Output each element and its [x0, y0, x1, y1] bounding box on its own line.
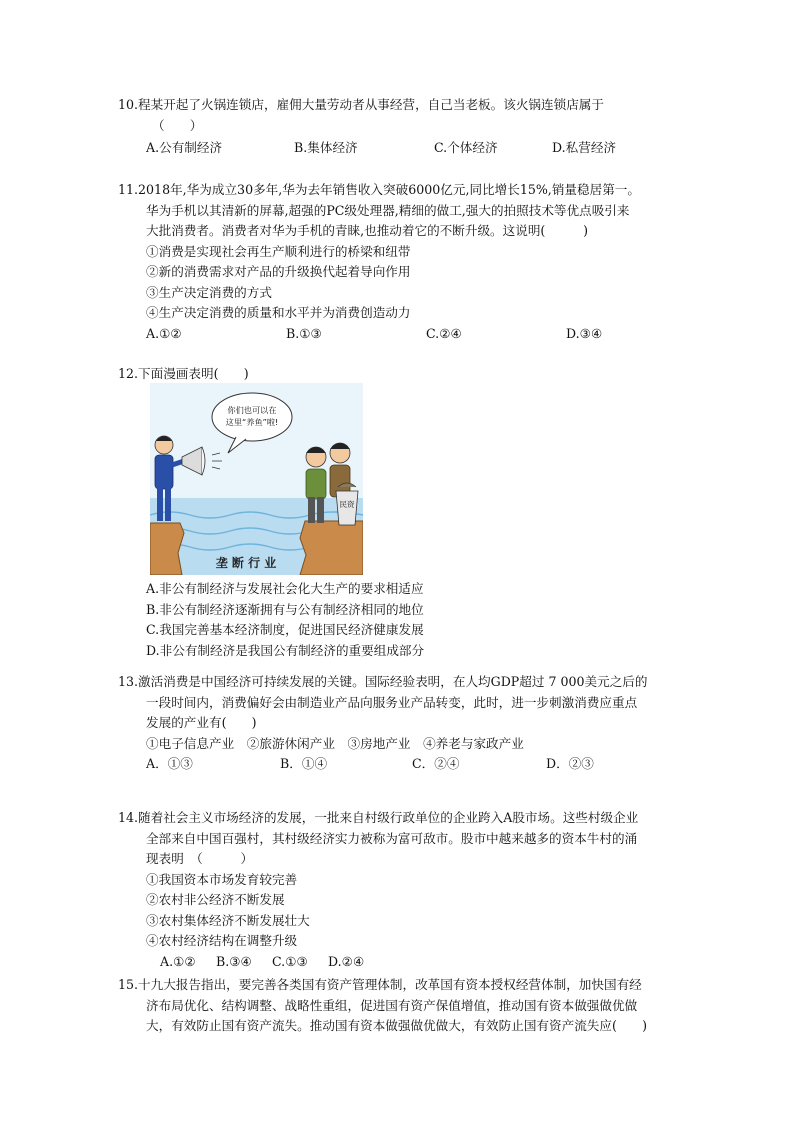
question-10-options [118, 138, 698, 159]
option-b[interactable]: B．①④ [280, 756, 328, 771]
question-11-stem-line: 11.2018年,华为成立30多年,华为去年销售收入突破6000亿元,同比增长15%,销量稳居第一。 [118, 182, 640, 197]
question-11-options [118, 324, 698, 345]
question-12 [118, 364, 698, 385]
question-14-stem-line: 14.随着社会主义市场经济的发展，一批来自村级行政单位的企业跨入A股市场。这些村级企业 [118, 810, 639, 825]
question-14-stem-line: 全部来自中国百强村，其村级经济实力被称为富可敌市。股市中越来越多的资本牛村的涌 [146, 830, 638, 846]
option-c[interactable]: C.②④ [426, 325, 462, 341]
cartoon-image [150, 383, 363, 575]
option-d[interactable]: D.②④ [328, 953, 365, 969]
question-10-stem: 10.程某开起了火锅连锁店，雇佣大量劳动者从事经营，自己当老板。该火锅连锁店属于 [118, 97, 604, 112]
question-15-stem-line: 济布局优化、结构调整、战略性重组，促进国有资产保值增值，推动国有资本做强做优做 [146, 997, 638, 1013]
bucket-label: 民资 [339, 500, 355, 509]
question-11-stem-line: 大批消费者。消费者对华为手机的青睐,也推动着它的不断升级。这说明( ) [146, 223, 589, 238]
question-12-stem: 12.下面漫画表明( ) [118, 366, 249, 381]
statement-4: ④农村经济结构在调整升级 [146, 933, 298, 948]
option-d[interactable]: D．②③ [546, 756, 594, 771]
statement-3: ③农村集体经济不断发展壮大 [146, 912, 310, 928]
question-13-options [118, 754, 698, 775]
option-c[interactable]: C.个体经济 [434, 140, 498, 155]
question-15 [118, 975, 698, 1037]
option-c[interactable]: C．②④ [412, 756, 460, 771]
question-13 [118, 672, 698, 775]
question-15-stem-line: 大，有效防止国有资产流失。推动国有资本做强做优做大，有效防止国有资产流失应( ) [146, 1018, 647, 1033]
statement-1: ①消费是实现社会再生产顺利进行的桥梁和纽带 [146, 243, 411, 259]
option-a[interactable]: A.①② [160, 953, 196, 969]
question-14 [118, 808, 698, 973]
statement-1: ①我国资本市场发育较完善 [146, 871, 298, 887]
water-label: 垄 断 行 业 [215, 556, 277, 570]
statement-3: ③生产决定消费的方式 [146, 284, 272, 300]
option-c[interactable]: C.我国完善基本经济制度，促进国民经济健康发展 [146, 622, 424, 637]
option-a[interactable]: A.①② [146, 325, 182, 341]
question-10 [118, 95, 698, 159]
option-a[interactable]: A．①③ [146, 756, 193, 771]
option-b[interactable]: B.①③ [286, 325, 322, 341]
question-12-options [118, 579, 698, 661]
question-13-stem-line: 13.激活消费是中国经济可持续发展的关键。国际经验表明，在人均GDP超过 7 000美元之后的 [118, 674, 648, 689]
question-13-stem-line: 一段时间内，消费偏好会由制造业产品向服务业产品转变，此时，进一步刺激消费应重点 [146, 694, 638, 710]
question-11 [118, 180, 698, 345]
right-cliff [300, 521, 363, 575]
option-d[interactable]: D.③④ [566, 325, 603, 341]
option-d[interactable]: D.私营经济 [552, 140, 617, 155]
question-14-stem-line: 现表明 （ ） [146, 851, 254, 866]
question-13-stem-line: 发展的产业有( ) [146, 715, 257, 730]
statement-4: ④生产决定消费的质量和水平并为消费创造动力 [146, 305, 411, 320]
option-b[interactable]: B.③④ [216, 953, 252, 969]
statement-2: ②农村非公经济不断发展 [146, 892, 285, 907]
statement-2: ②新的消费需求对产品的升级换代起着导向作用 [146, 264, 411, 279]
bubble-text-line1: 你们也可以在 [227, 405, 277, 415]
option-b[interactable]: B.集体经济 [294, 140, 358, 155]
option-a[interactable]: A.公有制经济 [146, 140, 223, 155]
question-10-paren: （ ） [152, 117, 203, 133]
option-a[interactable]: A.非公有制经济与发展社会化大生产的要求相适应 [146, 581, 424, 596]
option-d[interactable]: D.非公有制经济是我国公有制经济的重要组成部分 [146, 642, 425, 658]
option-b[interactable]: B.非公有制经济逐渐拥有与公有制经济相同的地位 [146, 601, 424, 617]
question-11-stem-line: 华为手机以其清新的屏幕,超强的PC级处理器,精细的做工,强大的拍照技术等优点吸引来 [146, 202, 630, 218]
bubble-text-line2: 这里“养鱼”啦! [225, 417, 279, 427]
question-14-options [118, 952, 698, 973]
left-cliff [150, 523, 184, 575]
question-13-statements: ①电子信息产业 ②旅游休闲产业 ③房地产业 ④养老与家政产业 [146, 735, 524, 751]
question-15-stem-line: 15.十九大报告指出，要完善各类国有资产管理体制，改革国有资本授权经营体制，加快国有经 [118, 977, 642, 992]
option-c[interactable]: C.①③ [272, 953, 308, 969]
